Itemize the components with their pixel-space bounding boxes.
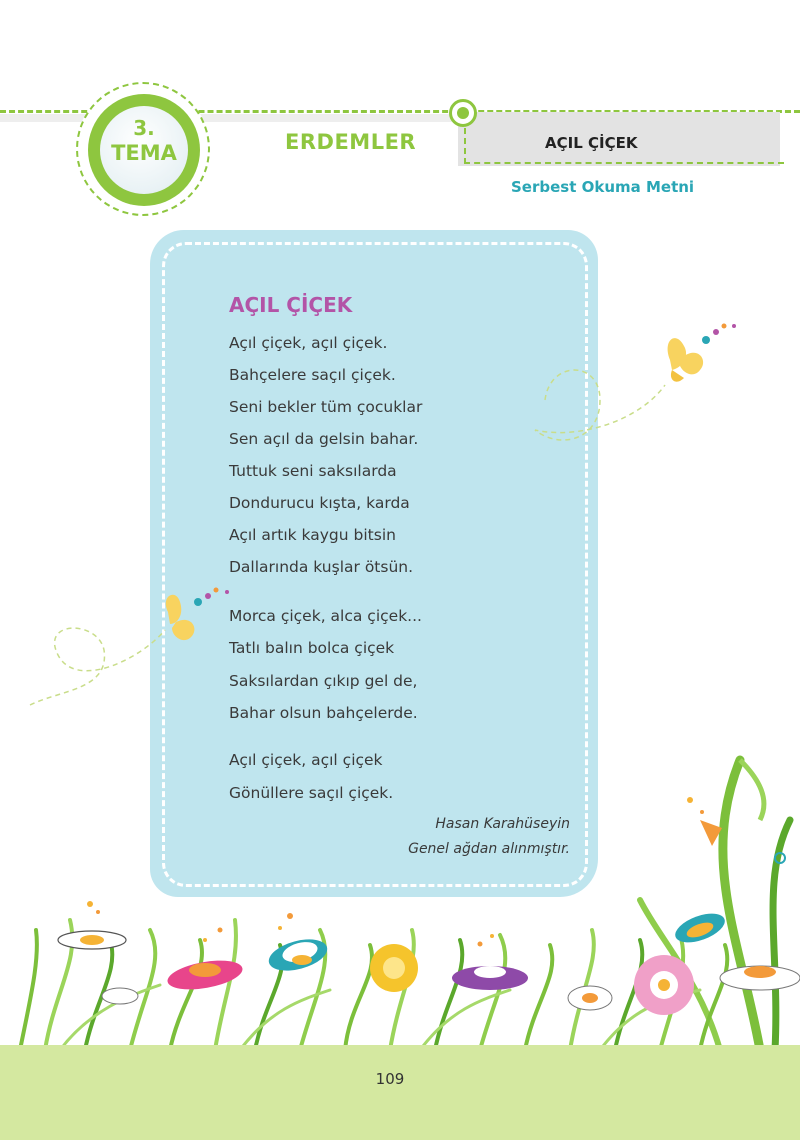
poem-line: Bahçelere saçıl çiçek. bbox=[229, 366, 396, 384]
poem-line: Açıl çiçek, açıl çiçek. bbox=[229, 334, 388, 352]
poem-line: Sen açıl da gelsin bahar. bbox=[229, 430, 419, 448]
flower-icon bbox=[568, 986, 612, 1010]
footer-band bbox=[0, 1045, 800, 1140]
butterfly-icon bbox=[535, 324, 736, 441]
poem-line: Dondurucu kışta, karda bbox=[229, 494, 410, 512]
poem-line: Bahar olsun bahçelerde. bbox=[229, 704, 418, 722]
poem-line: Açıl artık kaygu bitsin bbox=[229, 526, 396, 544]
poem-line: Morca çiçek, alca çiçek... bbox=[229, 607, 422, 625]
flower-icon bbox=[634, 955, 694, 1015]
poem-line: Gönüllere saçıl çiçek. bbox=[229, 784, 394, 802]
poem-line: Seni bekler tüm çocuklar bbox=[229, 398, 423, 416]
flower-icon bbox=[58, 901, 126, 949]
poem-line: Dallarında kuşlar ötsün. bbox=[229, 558, 414, 576]
page-number: 109 bbox=[375, 1070, 405, 1088]
reading-type-label: Serbest Okuma Metni bbox=[511, 178, 695, 196]
pollen-dots bbox=[203, 797, 704, 947]
poem-line: Tuttuk seni saksılarda bbox=[229, 462, 397, 480]
poem-line: Tatlı balın bolca çiçek bbox=[229, 639, 395, 657]
theme-number: 3. bbox=[133, 116, 155, 140]
poem-line: Saksılardan çıkıp gel de, bbox=[229, 672, 418, 690]
flower-icon bbox=[265, 934, 330, 977]
poem-title: AÇIL ÇİÇEK bbox=[229, 293, 353, 317]
flower-icon bbox=[370, 944, 418, 992]
lesson-title: AÇIL ÇİÇEK bbox=[545, 134, 638, 152]
poem-author: Hasan Karahüseyin bbox=[435, 816, 570, 832]
unit-name: ERDEMLER bbox=[285, 130, 417, 154]
poem-line: Açıl çiçek, açıl çiçek bbox=[229, 751, 383, 769]
butterfly-icon bbox=[30, 588, 229, 706]
flower-icon bbox=[452, 966, 528, 990]
theme-word: TEMA bbox=[111, 141, 177, 165]
flower-icon bbox=[720, 966, 800, 990]
flower-icon bbox=[102, 956, 245, 1004]
poem-source: Genel ağdan alınmıştır. bbox=[408, 841, 570, 857]
